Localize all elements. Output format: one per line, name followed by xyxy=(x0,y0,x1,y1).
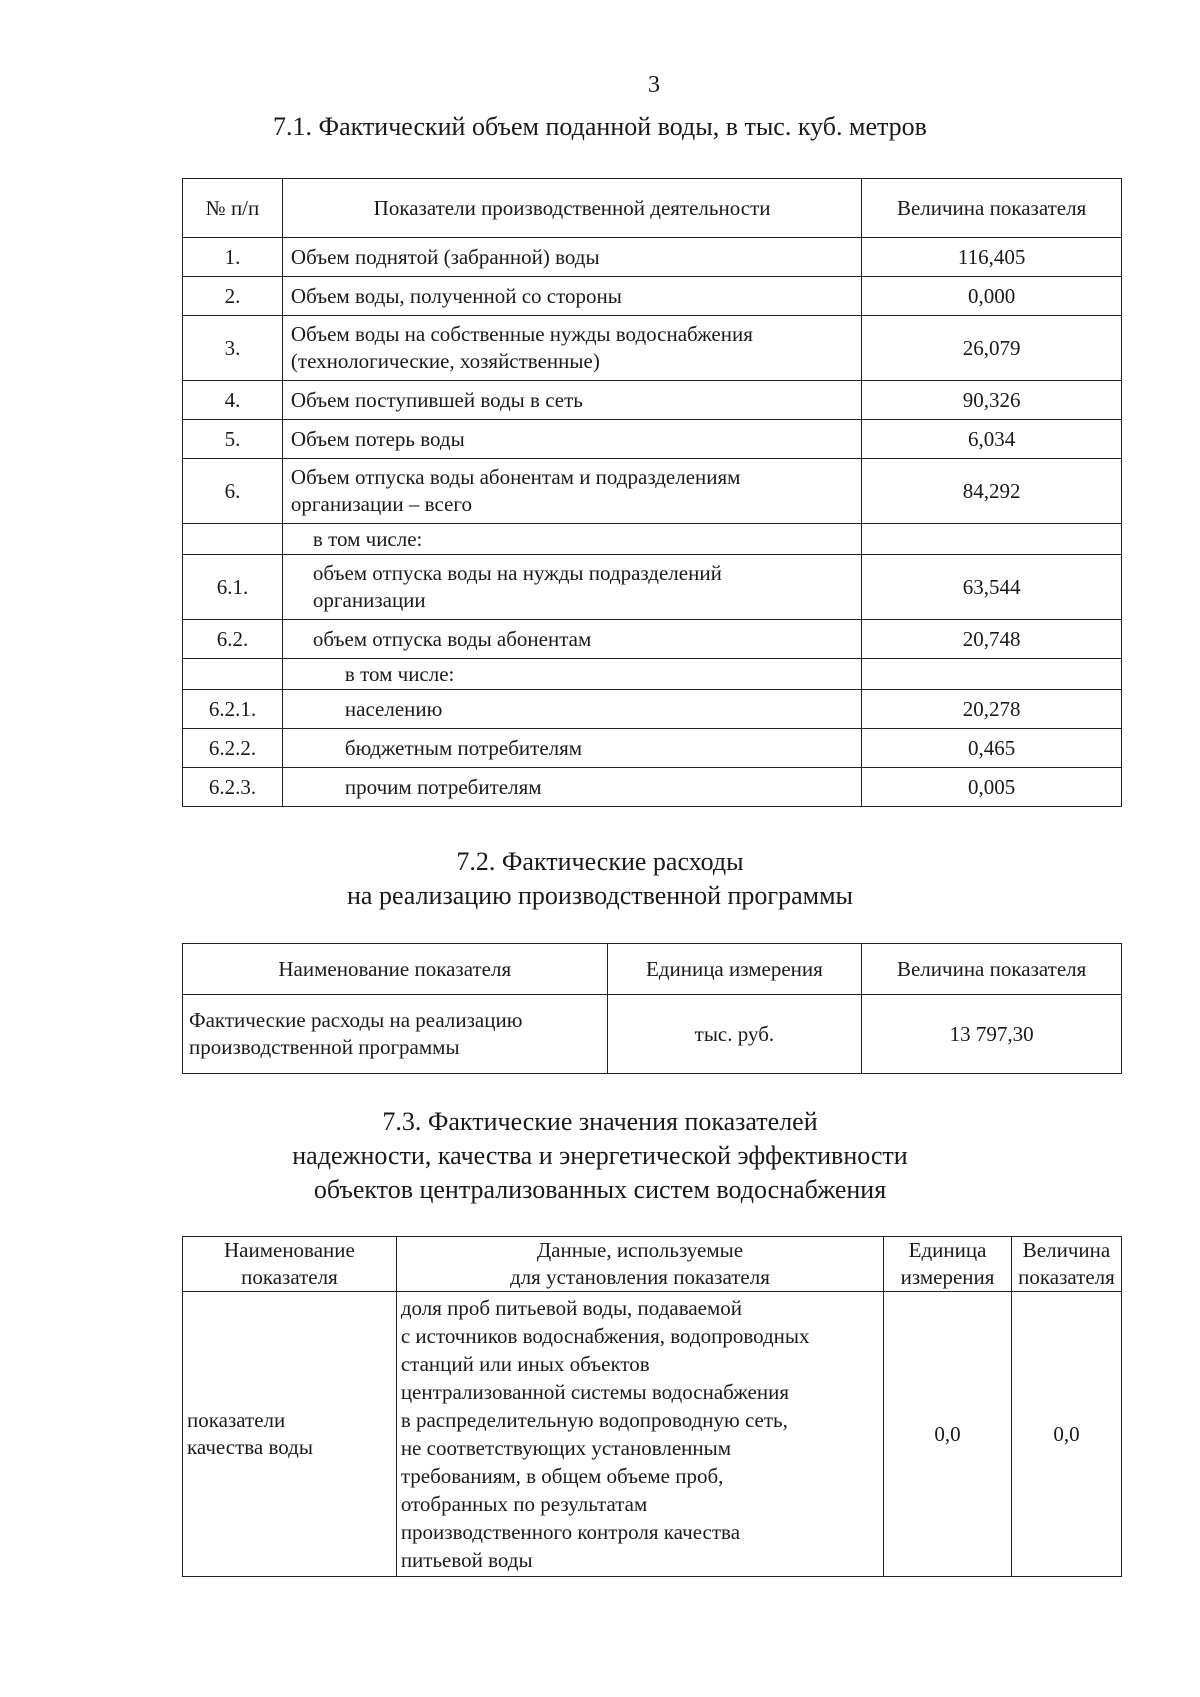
row-name-line1: показатели xyxy=(187,1408,286,1432)
row-num: 2. xyxy=(183,277,283,316)
header-data-line2: для установления показателя xyxy=(510,1265,770,1289)
row-value: 90,326 xyxy=(862,381,1122,420)
section-1-title xyxy=(0,110,1200,144)
row-num: 6. xyxy=(183,459,283,524)
table-row xyxy=(183,316,1122,381)
row-num: 6.2. xyxy=(183,620,283,659)
row-label-line2: производственной программы xyxy=(189,1035,460,1059)
expenses-table xyxy=(182,943,1122,1074)
water-volume-table xyxy=(182,178,1122,807)
section-3-title xyxy=(0,1105,1200,1207)
row-name xyxy=(183,1292,397,1577)
row-num: 6.2.3. xyxy=(183,768,283,807)
row-label xyxy=(282,555,861,620)
row-value xyxy=(862,524,1122,555)
row-label-line1: Объем отпуска воды абонентам и подразделениям xyxy=(290,465,741,489)
row-label-line2: (технологические, хозяйственные) xyxy=(290,349,600,373)
row-label: Объем воды, полученной со стороны xyxy=(282,277,861,316)
section-3-title-line1: 7.3. Фактические значения показателей xyxy=(382,1107,818,1136)
section-3-title-line2: надежности, качества и энергетической эффективности xyxy=(292,1141,908,1170)
row-label: бюджетным потребителям xyxy=(282,729,861,768)
row-label-line2: организации xyxy=(312,588,426,612)
section-2-title xyxy=(0,845,1200,913)
desc-line: отобранных по результатам xyxy=(400,1492,648,1516)
row-label-line1: объем отпуска воды на нужды подразделений xyxy=(312,561,722,585)
row-value: 26,079 xyxy=(862,316,1122,381)
table-row xyxy=(183,620,1122,659)
row-label-line2: организации – всего xyxy=(290,492,472,516)
row-value: 116,405 xyxy=(862,238,1122,277)
table-row xyxy=(183,524,1122,555)
section-2-title-line1: 7.2. Фактические расходы xyxy=(456,847,744,876)
table-row xyxy=(183,420,1122,459)
table-row xyxy=(183,459,1122,524)
table-row xyxy=(183,277,1122,316)
desc-line: требованиям, в общем объеме проб, xyxy=(400,1464,724,1488)
row-num: 4. xyxy=(183,381,283,420)
header-num: № п/п xyxy=(183,179,283,238)
row-num: 6.2.2. xyxy=(183,729,283,768)
table-row xyxy=(183,1292,1122,1577)
table-row xyxy=(183,690,1122,729)
header-value: Величина показателя xyxy=(862,944,1122,995)
row-value: 20,748 xyxy=(862,620,1122,659)
row-num xyxy=(183,524,283,555)
row-label: населению xyxy=(282,690,861,729)
row-label: в том числе: xyxy=(282,524,861,555)
desc-line: в распределительную водопроводную сеть, xyxy=(400,1408,788,1432)
row-unit: 0,0 xyxy=(884,1292,1012,1577)
row-label xyxy=(282,316,861,381)
header-indicator: Показатели производственной деятельности xyxy=(282,179,861,238)
header-unit-line1: Единица xyxy=(908,1238,987,1262)
table-row xyxy=(183,555,1122,620)
row-value: 63,544 xyxy=(862,555,1122,620)
header-unit-line2: измерения xyxy=(900,1265,995,1289)
row-value: 0,000 xyxy=(862,277,1122,316)
row-label: прочим потребителям xyxy=(282,768,861,807)
header-name xyxy=(183,1237,397,1292)
row-num: 6.1. xyxy=(183,555,283,620)
desc-line: питьевой воды xyxy=(400,1548,533,1572)
header-value xyxy=(1012,1237,1122,1292)
row-label xyxy=(183,995,608,1074)
row-value: 20,278 xyxy=(862,690,1122,729)
header-value: Величина показателя xyxy=(862,179,1122,238)
table-header-row xyxy=(183,944,1122,995)
desc-line: с источников водоснабжения, водопроводных xyxy=(400,1324,810,1348)
row-unit: тыс. руб. xyxy=(607,995,862,1074)
row-value: 84,292 xyxy=(862,459,1122,524)
row-num: 1. xyxy=(183,238,283,277)
desc-line: доля проб питьевой воды, подаваемой xyxy=(400,1296,743,1320)
row-label: Объем поступившей воды в сеть xyxy=(282,381,861,420)
header-name-line2: показателя xyxy=(241,1265,338,1289)
table-header-row xyxy=(183,179,1122,238)
row-value: 0,005 xyxy=(862,768,1122,807)
row-num: 6.2.1. xyxy=(183,690,283,729)
row-label: Объем потерь воды xyxy=(282,420,861,459)
desc-line: централизованной системы водоснабжения xyxy=(400,1380,789,1404)
section-3-title-line3: объектов централизованных систем водоснабжения xyxy=(313,1175,887,1204)
row-num: 3. xyxy=(183,316,283,381)
header-name-line1: Наименование xyxy=(223,1238,355,1262)
row-label: объем отпуска воды абонентам xyxy=(282,620,861,659)
row-value: 0,465 xyxy=(862,729,1122,768)
header-value-line2: показателя xyxy=(1018,1265,1115,1289)
row-name-line2: качества воды xyxy=(187,1435,313,1459)
header-data xyxy=(396,1237,883,1292)
row-value: 13 797,30 xyxy=(862,995,1122,1074)
table-row xyxy=(183,238,1122,277)
row-value: 6,034 xyxy=(862,420,1122,459)
row-value xyxy=(862,659,1122,690)
section-2-title-line2: на реализацию производственной программы xyxy=(346,881,853,910)
table-header-row xyxy=(183,1237,1122,1292)
row-num xyxy=(183,659,283,690)
row-label-line1: Объем воды на собственные нужды водоснабжения xyxy=(290,322,753,346)
table-row xyxy=(183,995,1122,1074)
desc-line: не соответствующих установленным xyxy=(400,1436,732,1460)
row-num: 5. xyxy=(183,420,283,459)
header-data-line1: Данные, используемые xyxy=(536,1238,744,1262)
section-1-title-text: 7.1. Фактический объем поданной воды, в тыс. куб. метров xyxy=(273,112,927,141)
page-number: 3 xyxy=(648,72,660,98)
row-label xyxy=(282,459,861,524)
row-label-line1: Фактические расходы на реализацию xyxy=(189,1008,523,1032)
row-label: в том числе: xyxy=(282,659,861,690)
table-row xyxy=(183,729,1122,768)
header-value-line1: Величина xyxy=(1022,1238,1111,1262)
row-description xyxy=(396,1292,883,1577)
desc-line: производственного контроля качества xyxy=(400,1520,741,1544)
header-unit: Единица измерения xyxy=(607,944,862,995)
header-name: Наименование показателя xyxy=(183,944,608,995)
header-unit xyxy=(884,1237,1012,1292)
table-row xyxy=(183,768,1122,807)
desc-line: станций или иных объектов xyxy=(400,1352,650,1376)
row-value: 0,0 xyxy=(1012,1292,1122,1577)
table-row xyxy=(183,381,1122,420)
quality-indicators-table xyxy=(182,1236,1122,1577)
table-row xyxy=(183,659,1122,690)
row-label: Объем поднятой (забранной) воды xyxy=(282,238,861,277)
